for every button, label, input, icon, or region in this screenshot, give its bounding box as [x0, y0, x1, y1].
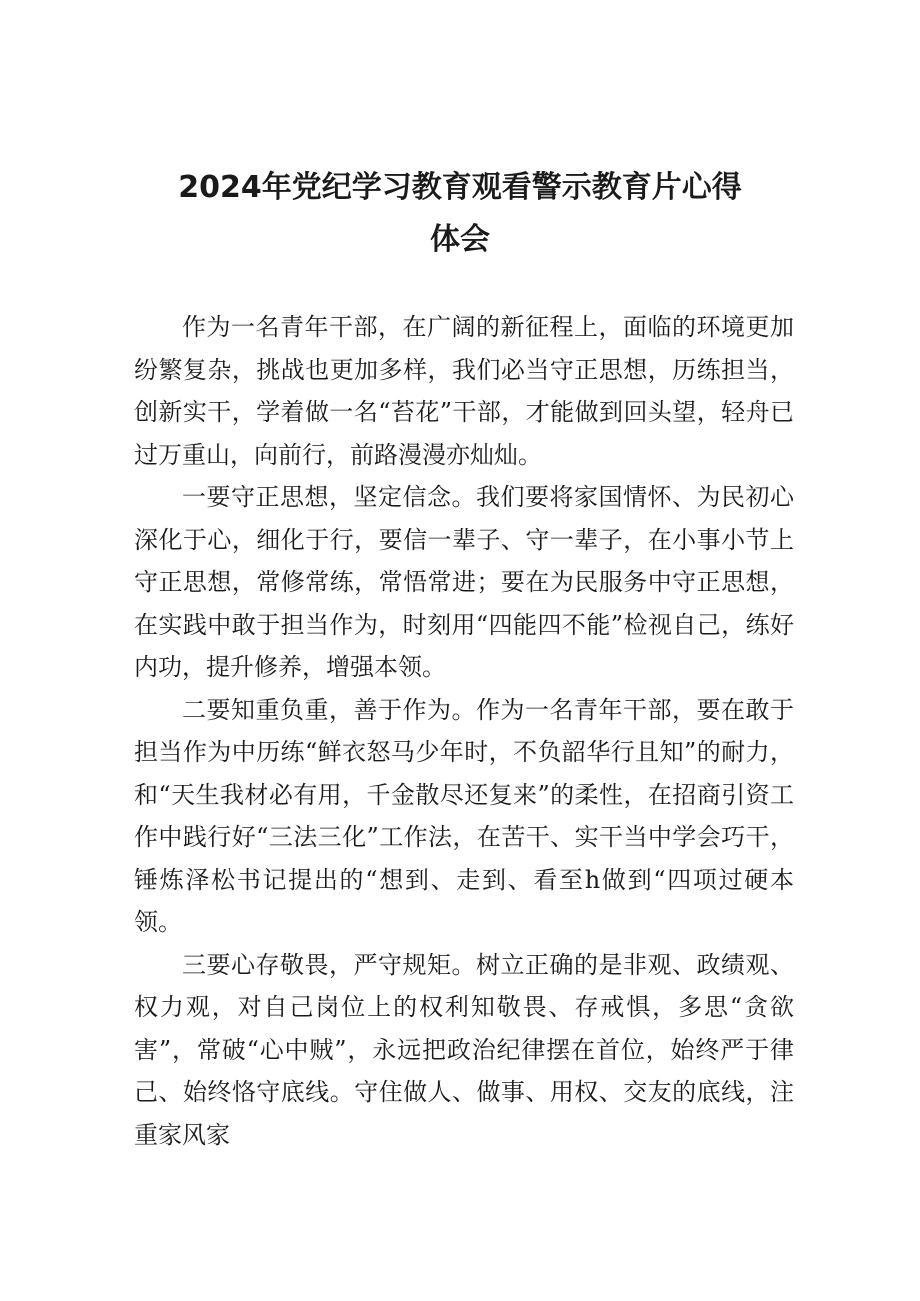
document-title-line-2: 体会 — [430, 222, 490, 257]
document-body — [134, 306, 794, 1156]
document-title-line-1: 2024年党纪学习教育观看警示教育片心得 — [178, 170, 742, 205]
paragraph-point-1: 一要守正思想，坚定信念。我们要将家国情怀、为民初心深化于心，细化于行，要信一辈子、守一辈子，在小事小节上守正思想，常修常练，常悟常进；要在为民服务中守正思想，在实践中敢于担当作为，时刻用“四能四不能”检视自己，练好内功，提升修养，增强本领。 — [134, 483, 794, 681]
paragraph-point-3: 三要心存敬畏，严守规矩。树立正确的是非观、政绩观、权力观，对自己岗位上的权利知敬畏、存戒惧，多思“贪欲害”，常破“心中贼”，永远把政治纪律摆在首位，始终严于律己、始终恪守底线。守住做人、做事、用权、交友的底线，注重家风家 — [134, 950, 794, 1149]
paragraph-point-2: 二要知重负重，善于作为。作为一名青年干部，要在敢于担当作为中历练“鲜衣怒马少年时，不负韶华行且知”的耐力，和“天生我材必有用，千金散尽还复来”的柔性，在招商引资工作中践行好“三法三化”工作法，在苦干、实干当中学会巧干，锤炼泽松书记提出的“想到、走到、看至h做到“四项过硬本领。 — [134, 695, 794, 936]
paragraph-intro: 作为一名青年干部，在广阔的新征程上，面临的环境更加纷繁复杂，挑战也更加多样，我们必当守正思想，历练担当，创新实干，学着做一名“苔花”干部，才能做到回头望，轻舟已过万重山，向前行，前路漫漫亦灿灿。 — [134, 313, 794, 469]
